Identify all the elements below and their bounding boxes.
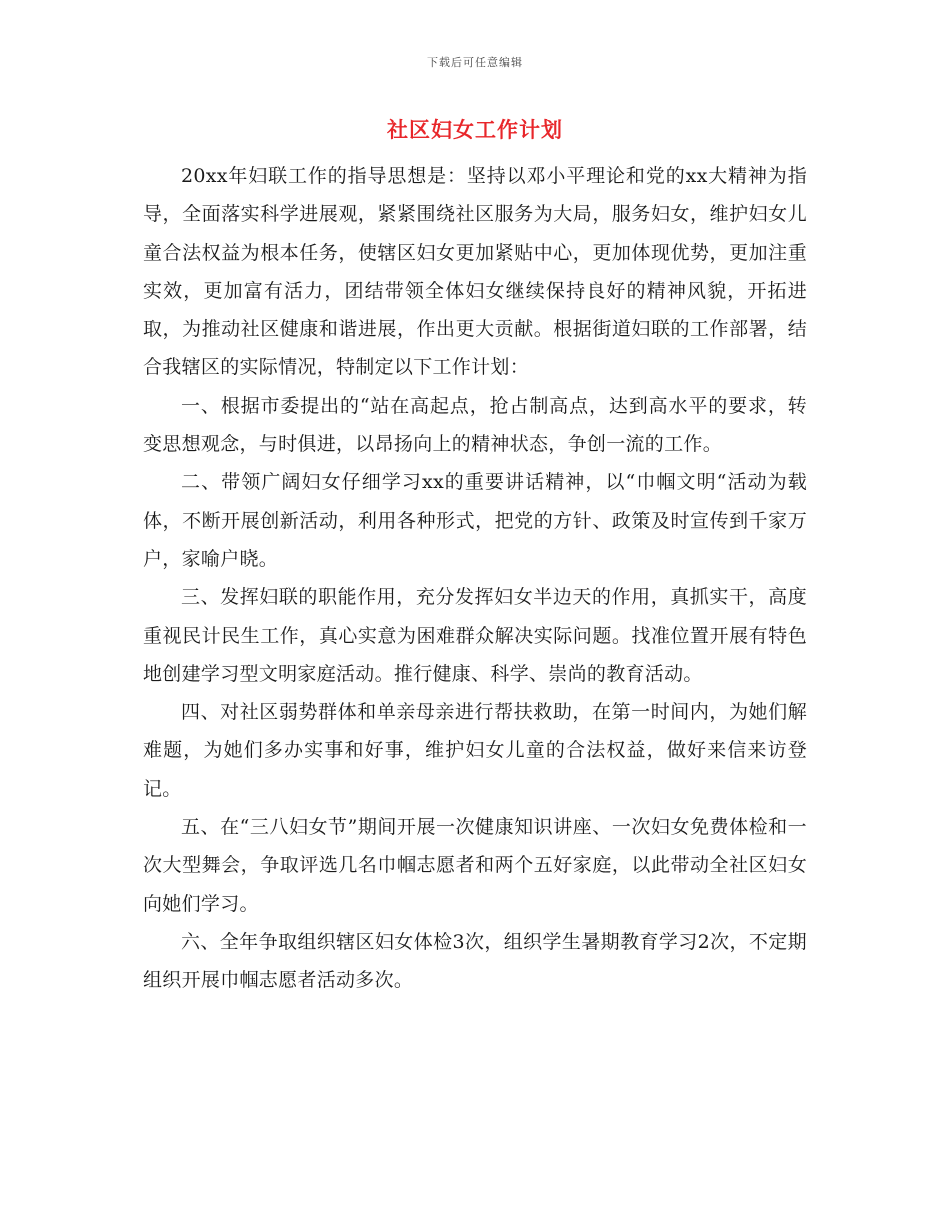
paragraph-item-2: 二、带领广阔妇女仔细学习xx的重要讲话精神，以“巾帼文明“活动为载体，不断开展创新活动，利用各种形式，把党的方针、政策及时宣传到千家万户，家喻户晓。: [143, 471, 807, 570]
paragraph-item-3: 三、发挥妇联的职能作用，充分发挥妇女半边天的作用，真抓实干，高度重视民计民生工作，真心实意为困难群众解决实际问题。找准位置开展有特色地创建学习型文明家庭活动。推行健康、科学、崇尚的教育活动。: [143, 586, 807, 685]
paragraph-intro: 20xx年妇联工作的指导思想是：坚持以邓小平理论和党的xx大精神为指导，全面落实科学进展观，紧紧围绕社区服务为大局，服务妇女，维护妇女儿童合法权益为根本任务，使辖区妇女更加紧贴中心，更加体现优势，更加注重实效，更加富有活力，团结带领全体妇女继续保持良好的精神风貌，开拓进取，为推动社区健康和谐进展，作出更大贡献。根据街道妇联的工作部署，结合我辖区的实际情况，特制定以下工作计划：: [143, 165, 807, 379]
header-note: 下载后可任意编辑: [427, 56, 523, 69]
paragraph-item-1: 一、根据市委提出的“站在高起点，抢占制高点，达到高水平的要求，转变思想观念，与时俱进，以昂扬向上的精神状态，争创一流的工作。: [143, 394, 807, 456]
paragraph-item-5: 五、在“三八妇女节”期间开展一次健康知识讲座、一次妇女免费体检和一次大型舞会，争取评选几名巾帼志愿者和两个五好家庭，以此带动全社区妇女向她们学习。: [143, 816, 807, 915]
document-title: 社区妇女工作计划: [387, 117, 563, 142]
paragraph-item-6: 六、全年争取组织辖区妇女体检3次，组织学生暑期教育学习2次，不定期组织开展巾帼志愿者活动多次。: [143, 930, 807, 992]
paragraph-item-4: 四、对社区弱势群体和单亲母亲进行帮扶救助，在第一时间内，为她们解难题，为她们多办实事和好事，维护妇女儿童的合法权益，做好来信来访登记。: [143, 701, 807, 800]
document-body: [143, 157, 807, 1000]
